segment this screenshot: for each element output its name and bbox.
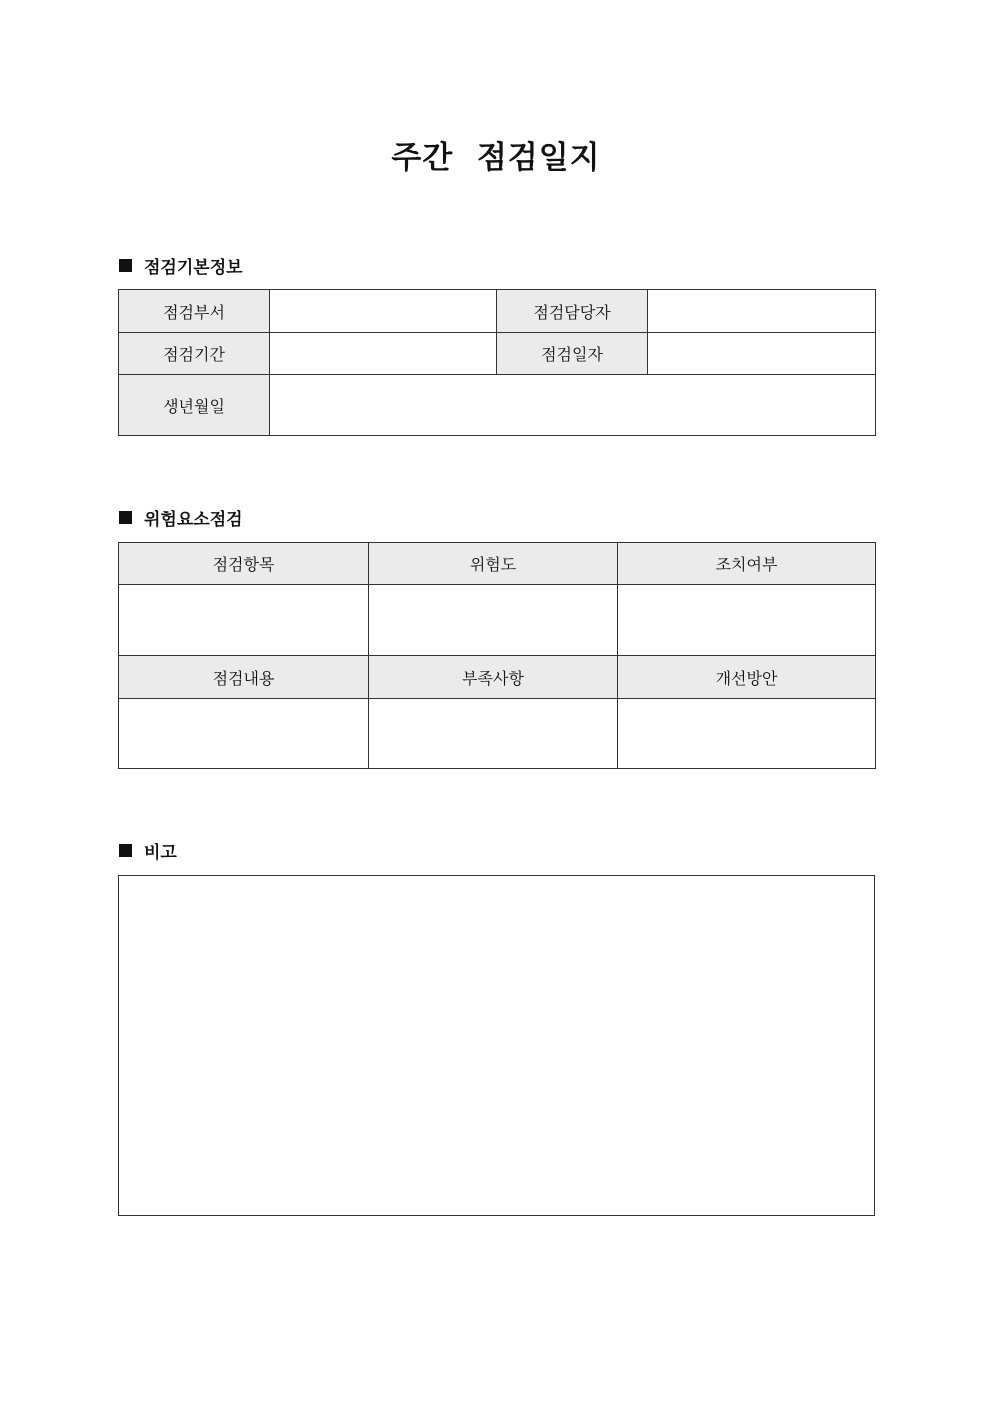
section-heading-basic-info: [119, 253, 243, 277]
label-birthdate: 생년월일: [119, 375, 270, 436]
birthdate-field[interactable]: [270, 375, 876, 436]
check-item-field[interactable]: [119, 585, 369, 656]
basic-info-table: [118, 289, 876, 436]
square-bullet-icon: [119, 844, 132, 857]
header-improvement-plan: 개선방안: [618, 656, 876, 699]
check-content-field[interactable]: [119, 699, 369, 769]
section-heading-remarks: [119, 838, 177, 862]
section-heading-label: 위험요소점검: [144, 509, 243, 530]
header-check-item: 점검항목: [119, 543, 369, 585]
manager-field[interactable]: [648, 290, 876, 333]
risk-level-field[interactable]: [369, 585, 618, 656]
section-heading-risk-check: [119, 505, 243, 529]
section-heading-label: 점검기본정보: [144, 257, 243, 278]
section-heading-label: 비고: [144, 842, 177, 863]
label-manager: 점검담당자: [497, 290, 648, 333]
department-field[interactable]: [270, 290, 497, 333]
page-title: 주간 점검일지: [391, 140, 601, 176]
header-risk-level: 위험도: [369, 543, 618, 585]
remarks-field[interactable]: [118, 875, 875, 1216]
header-check-content: 점검내용: [119, 656, 369, 699]
date-field[interactable]: [648, 333, 876, 375]
period-field[interactable]: [270, 333, 497, 375]
risk-check-table: [118, 542, 876, 769]
label-date: 점검일자: [497, 333, 648, 375]
improvement-plan-field[interactable]: [618, 699, 876, 769]
action-taken-field[interactable]: [618, 585, 876, 656]
deficiencies-field[interactable]: [369, 699, 618, 769]
square-bullet-icon: [119, 259, 132, 272]
header-action-taken: 조치여부: [618, 543, 876, 585]
square-bullet-icon: [119, 511, 132, 524]
label-department: 점검부서: [119, 290, 270, 333]
label-period: 점검기간: [119, 333, 270, 375]
header-deficiencies: 부족사항: [369, 656, 618, 699]
